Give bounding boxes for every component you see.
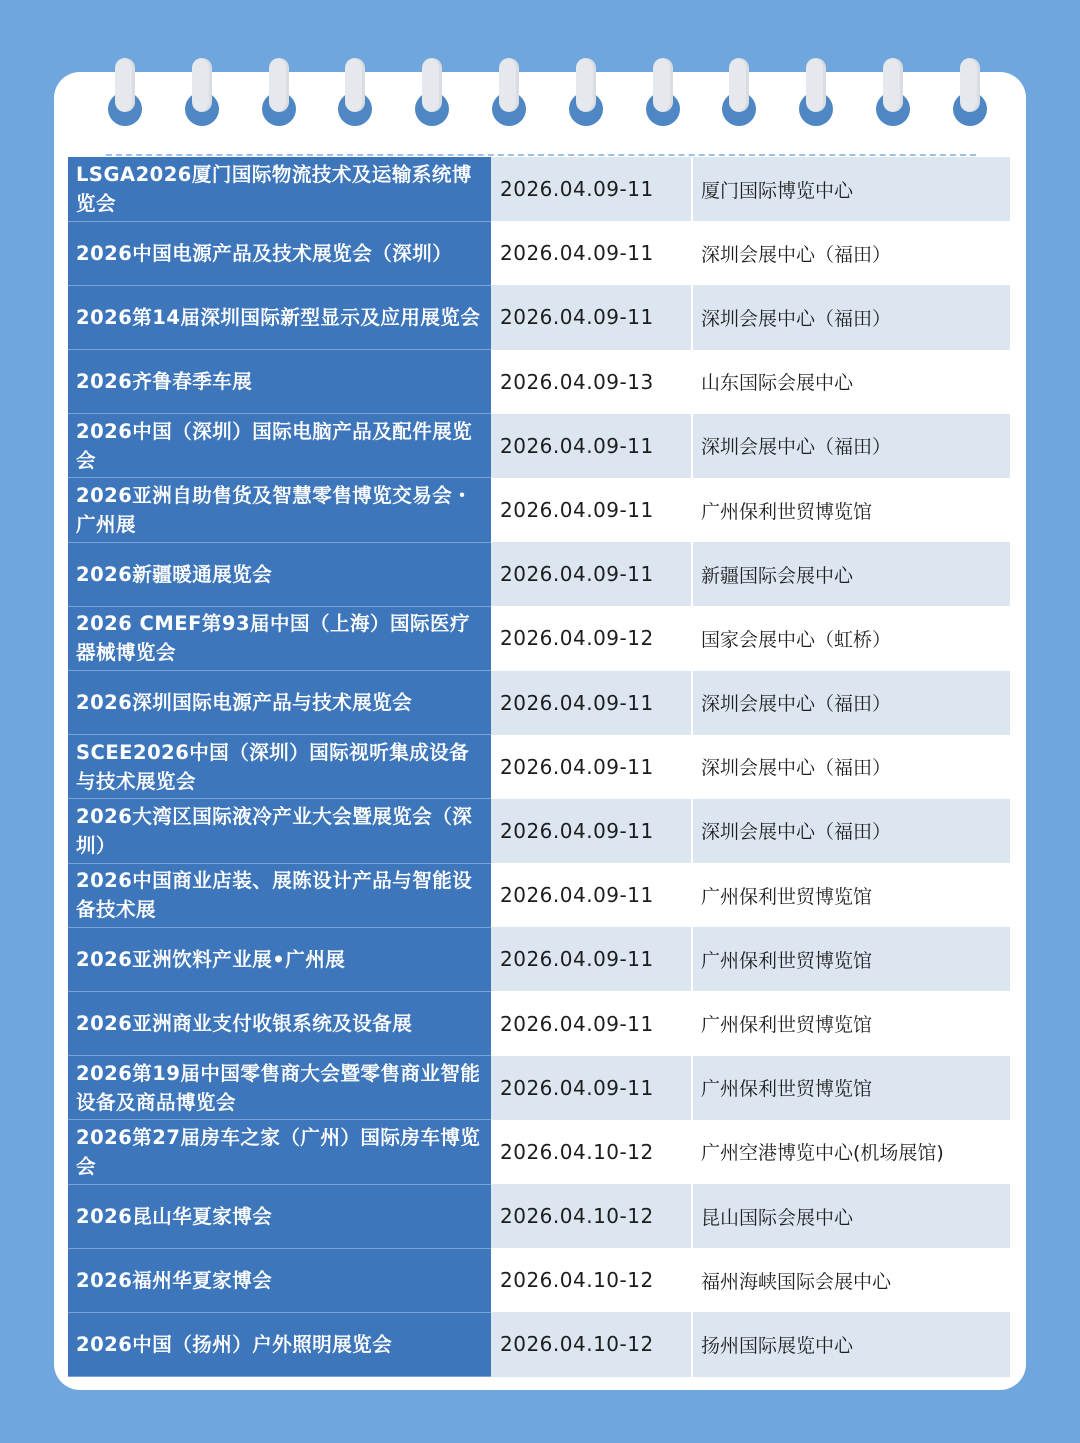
exhibition-name: 2026齐鲁春季车展 bbox=[68, 350, 491, 414]
exhibition-venue: 广州空港博览中心(机场展馆) bbox=[692, 1120, 1010, 1184]
exhibition-date: 2026.04.10-12 bbox=[491, 1184, 692, 1248]
exhibition-name: 2026亚洲商业支付收银系统及设备展 bbox=[68, 991, 491, 1055]
ring-bar bbox=[192, 58, 212, 112]
ring-bar bbox=[576, 58, 596, 112]
exhibition-venue: 广州保利世贸博览馆 bbox=[692, 1056, 1010, 1120]
table-row bbox=[68, 285, 1010, 349]
ring-bar bbox=[345, 58, 365, 112]
ring-icon bbox=[646, 58, 680, 126]
exhibition-venue: 厦门国际博览中心 bbox=[692, 157, 1010, 221]
ring-icon bbox=[722, 58, 756, 126]
exhibition-table bbox=[68, 157, 1010, 1377]
exhibition-date: 2026.04.09-11 bbox=[491, 799, 692, 863]
exhibition-name: 2026第27届房车之家（广州）国际房车博览会 bbox=[68, 1120, 491, 1184]
exhibition-date: 2026.04.10-12 bbox=[491, 1312, 692, 1376]
exhibition-date: 2026.04.09-11 bbox=[491, 927, 692, 991]
exhibition-venue: 广州保利世贸博览馆 bbox=[692, 478, 1010, 542]
exhibition-name: 2026 CMEF第93届中国（上海）国际医疗器械博览会 bbox=[68, 606, 491, 670]
ring-bar bbox=[806, 58, 826, 112]
table-row bbox=[68, 1056, 1010, 1120]
exhibition-name: 2026亚洲饮料产业展•广州展 bbox=[68, 927, 491, 991]
exhibition-venue: 福州海峡国际会展中心 bbox=[692, 1248, 1010, 1312]
exhibition-date: 2026.04.09-11 bbox=[491, 863, 692, 927]
exhibition-venue: 广州保利世贸博览馆 bbox=[692, 991, 1010, 1055]
table-row bbox=[68, 1120, 1010, 1184]
ring-icon bbox=[415, 58, 449, 126]
ring-bar bbox=[499, 58, 519, 112]
ring-bar bbox=[422, 58, 442, 112]
ring-icon bbox=[338, 58, 372, 126]
table-row bbox=[68, 735, 1010, 799]
exhibition-venue: 国家会展中心（虹桥） bbox=[692, 606, 1010, 670]
exhibition-venue: 深圳会展中心（福田） bbox=[692, 735, 1010, 799]
dashed-divider bbox=[106, 154, 976, 156]
exhibition-venue: 新疆国际会展中心 bbox=[692, 542, 1010, 606]
exhibition-name: 2026新疆暖通展览会 bbox=[68, 542, 491, 606]
exhibition-name: 2026福州华夏家博会 bbox=[68, 1248, 491, 1312]
exhibition-name: 2026第19届中国零售商大会暨零售商业智能设备及商品博览会 bbox=[68, 1056, 491, 1120]
exhibition-venue: 深圳会展中心（福田） bbox=[692, 671, 1010, 735]
ring-icon bbox=[492, 58, 526, 126]
exhibition-venue: 广州保利世贸博览馆 bbox=[692, 863, 1010, 927]
exhibition-date: 2026.04.10-12 bbox=[491, 1248, 692, 1312]
exhibition-venue: 广州保利世贸博览馆 bbox=[692, 927, 1010, 991]
ring-bar bbox=[653, 58, 673, 112]
table-row bbox=[68, 1312, 1010, 1376]
exhibition-name: 2026中国电源产品及技术展览会（深圳） bbox=[68, 221, 491, 285]
table-row bbox=[68, 991, 1010, 1055]
exhibition-date: 2026.04.09-11 bbox=[491, 991, 692, 1055]
exhibition-date: 2026.04.09-11 bbox=[491, 157, 692, 221]
ring-bar bbox=[883, 58, 903, 112]
ring-icon bbox=[185, 58, 219, 126]
table-row bbox=[68, 157, 1010, 221]
exhibition-date: 2026.04.09-11 bbox=[491, 414, 692, 478]
table-row bbox=[68, 478, 1010, 542]
exhibition-date: 2026.04.09-11 bbox=[491, 671, 692, 735]
ring-icon bbox=[876, 58, 910, 126]
exhibition-name: 2026亚洲自助售货及智慧零售博览交易会・广州展 bbox=[68, 478, 491, 542]
table-row bbox=[68, 542, 1010, 606]
exhibition-date: 2026.04.09-11 bbox=[491, 221, 692, 285]
ring-bar bbox=[269, 58, 289, 112]
exhibition-date: 2026.04.09-12 bbox=[491, 606, 692, 670]
exhibition-date: 2026.04.09-11 bbox=[491, 1056, 692, 1120]
exhibition-venue: 扬州国际展览中心 bbox=[692, 1312, 1010, 1376]
exhibition-venue: 深圳会展中心（福田） bbox=[692, 221, 1010, 285]
exhibition-name: 2026大湾区国际液冷产业大会暨展览会（深圳） bbox=[68, 799, 491, 863]
exhibition-venue: 山东国际会展中心 bbox=[692, 350, 1010, 414]
ring-icon bbox=[262, 58, 296, 126]
table-row bbox=[68, 221, 1010, 285]
exhibition-name: 2026中国（扬州）户外照明展览会 bbox=[68, 1312, 491, 1376]
table-row bbox=[68, 350, 1010, 414]
exhibition-venue: 深圳会展中心（福田） bbox=[692, 414, 1010, 478]
ring-bar bbox=[729, 58, 749, 112]
exhibition-date: 2026.04.09-11 bbox=[491, 285, 692, 349]
ring-bar bbox=[115, 58, 135, 112]
exhibition-date: 2026.04.09-11 bbox=[491, 542, 692, 606]
table-row bbox=[68, 799, 1010, 863]
ring-icon bbox=[799, 58, 833, 126]
ring-icon bbox=[569, 58, 603, 126]
table-row bbox=[68, 1248, 1010, 1312]
table-row bbox=[68, 671, 1010, 735]
exhibition-venue: 深圳会展中心（福田） bbox=[692, 285, 1010, 349]
exhibition-venue: 深圳会展中心（福田） bbox=[692, 799, 1010, 863]
table-row bbox=[68, 863, 1010, 927]
exhibition-name: 2026中国（深圳）国际电脑产品及配件展览会 bbox=[68, 414, 491, 478]
exhibition-date: 2026.04.10-12 bbox=[491, 1120, 692, 1184]
exhibition-name: 2026昆山华夏家博会 bbox=[68, 1184, 491, 1248]
exhibition-name: LSGA2026厦门国际物流技术及运输系统博览会 bbox=[68, 157, 491, 221]
ring-icon bbox=[108, 58, 142, 126]
table-row bbox=[68, 1184, 1010, 1248]
exhibition-name: 2026第14届深圳国际新型显示及应用展览会 bbox=[68, 285, 491, 349]
ring-bar bbox=[960, 58, 980, 112]
exhibition-date: 2026.04.09-13 bbox=[491, 350, 692, 414]
exhibition-name: SCEE2026中国（深圳）国际视听集成设备与技术展览会 bbox=[68, 735, 491, 799]
table-row bbox=[68, 414, 1010, 478]
exhibition-table-body bbox=[68, 157, 1010, 1377]
exhibition-date: 2026.04.09-11 bbox=[491, 735, 692, 799]
exhibition-venue: 昆山国际会展中心 bbox=[692, 1184, 1010, 1248]
exhibition-date: 2026.04.09-11 bbox=[491, 478, 692, 542]
ring-icon bbox=[953, 58, 987, 126]
exhibition-name: 2026深圳国际电源产品与技术展览会 bbox=[68, 671, 491, 735]
table-row bbox=[68, 927, 1010, 991]
table-row bbox=[68, 606, 1010, 670]
exhibition-name: 2026中国商业店装、展陈设计产品与智能设备技术展 bbox=[68, 863, 491, 927]
